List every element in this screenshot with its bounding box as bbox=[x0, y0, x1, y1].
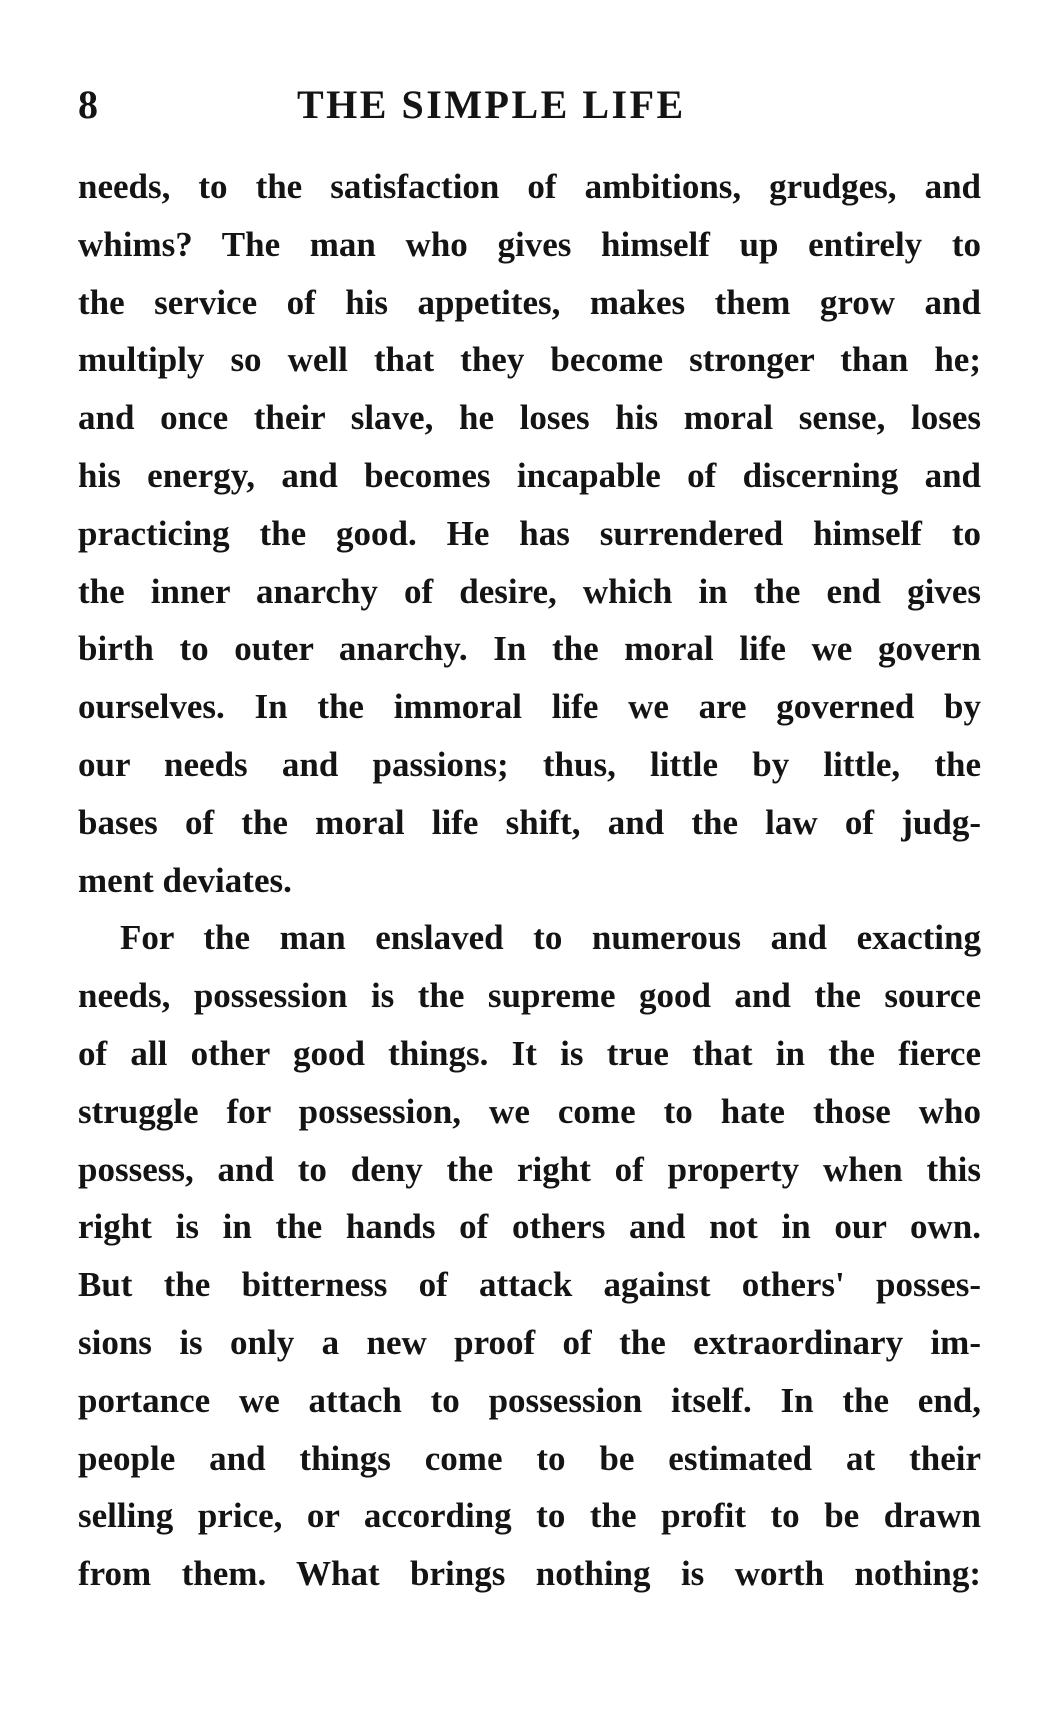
text-line: But the bitterness of attack against others' posses- bbox=[78, 1265, 981, 1305]
body-text bbox=[78, 158, 981, 1603]
text-line: ment deviates. bbox=[78, 860, 292, 900]
text-line: needs, to the satisfaction of ambitions, grudges, and bbox=[78, 167, 981, 206]
text-line: his energy, and becomes incapable of discerning and bbox=[78, 455, 981, 495]
text-line: portance we attach to possession itself. In the end, bbox=[78, 1380, 981, 1420]
text-line: and once their slave, he loses his moral sense, loses bbox=[78, 398, 981, 438]
text-line: from them. What brings nothing is worth nothing: bbox=[78, 1554, 981, 1594]
text-line: of all other good things. It is true that in the fierce bbox=[78, 1033, 981, 1073]
text-line: ourselves. In the immoral life we are governed by bbox=[78, 687, 981, 727]
running-title: THE SIMPLE LIFE bbox=[297, 82, 686, 127]
page-number: 8 bbox=[78, 82, 98, 127]
running-head bbox=[78, 80, 978, 130]
text-line: birth to outer anarchy. In the moral life we govern bbox=[78, 629, 981, 669]
text-line: the service of his appetites, makes them grow and bbox=[78, 282, 981, 322]
text-line: For the man enslaved to numerous and exacting bbox=[120, 918, 981, 958]
paragraph-2 bbox=[78, 909, 981, 1603]
text-line: possess, and to deny the right of property when this bbox=[78, 1149, 981, 1189]
text-line: the inner anarchy of desire, which in the end gives bbox=[78, 571, 981, 611]
text-line: bases of the moral life shift, and the law of judg- bbox=[78, 802, 981, 842]
paragraph-1 bbox=[78, 158, 981, 909]
text-line: needs, possession is the supreme good and the source bbox=[78, 976, 981, 1016]
text-line: right is in the hands of others and not in our own. bbox=[78, 1207, 981, 1247]
text-line: sions is only a new proof of the extraordinary im- bbox=[78, 1322, 981, 1362]
text-line: multiply so well that they become stronger than he; bbox=[78, 340, 981, 380]
text-line: people and things come to be estimated at their bbox=[78, 1438, 981, 1478]
text-line: struggle for possession, we come to hate those who bbox=[78, 1091, 981, 1131]
text-line: practicing the good. He has surrendered himself to bbox=[78, 513, 981, 553]
text-line: whims? The man who gives himself up entirely to bbox=[78, 224, 981, 264]
text-line: selling price, or according to the profit to be drawn bbox=[78, 1496, 981, 1536]
text-line: our needs and passions; thus, little by little, the bbox=[78, 744, 981, 784]
